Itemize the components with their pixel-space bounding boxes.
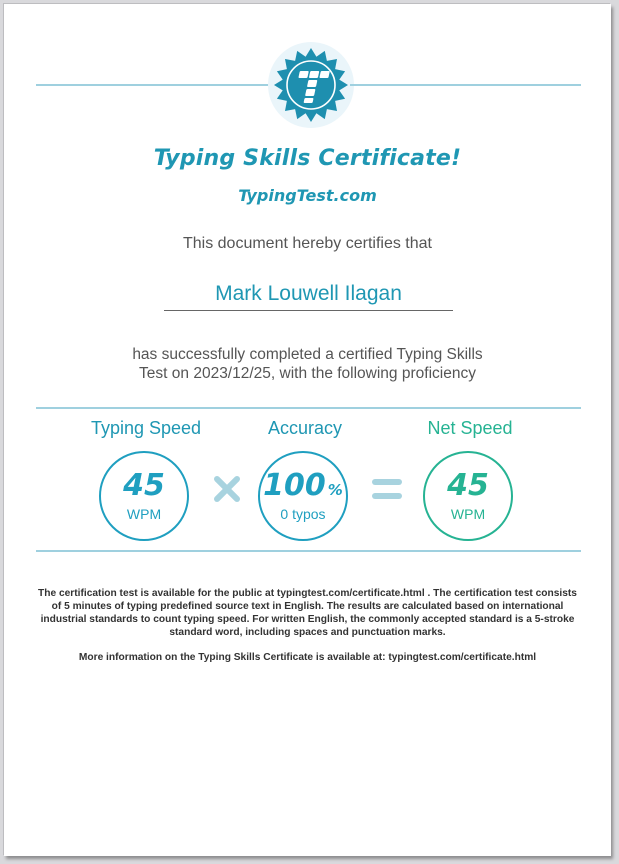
accuracy-circle	[258, 451, 348, 541]
typing-speed-value: 45	[123, 468, 165, 503]
net-speed-label: Net Speed	[427, 418, 513, 438]
typingtest-t-badge-icon	[268, 42, 354, 128]
completion-line-1: has successfully completed a certified Typing Skills	[132, 346, 483, 363]
accuracy-value: 100	[263, 468, 326, 503]
certificate-page	[4, 4, 611, 856]
net-speed-unit: WPM	[450, 506, 486, 522]
certificate-title: Typing Skills Certificate!	[153, 146, 462, 171]
typing-speed-circle	[99, 451, 189, 541]
logo-badge	[268, 42, 354, 128]
top-divider-right	[350, 84, 581, 86]
completion-line-2: Test on 2023/12/25, with the following proficiency	[139, 365, 476, 382]
certification-disclaimer: The certification test is available for the public at typingtest.com/certificate.html . The certification test consists of 5 minutes of typing predefined source text in English. The results are calculated based on international industrial standards to count typing speed. For written English, the commonly accepted standard is a 5-stroke standard word, including spaces and punctuation marks.	[38, 588, 577, 638]
net-speed-value: 45	[447, 468, 489, 503]
multiply-icon	[207, 469, 247, 509]
accuracy-value-row	[260, 469, 346, 507]
net-speed-circle	[423, 451, 513, 541]
site-name: TypingTest.com	[238, 186, 377, 205]
accuracy-typos: 0 typos	[280, 506, 326, 522]
completion-statement	[4, 345, 611, 383]
more-info-text: More information on the Typing Skills Certificate is available at: typingtest.com/certificate.html	[78, 652, 537, 663]
accuracy-label: Accuracy	[267, 418, 343, 438]
typing-speed-unit: WPM	[126, 506, 162, 522]
stats-top-divider	[36, 407, 581, 409]
stats-bottom-divider	[36, 550, 581, 552]
typing-speed-label: Typing Speed	[90, 418, 202, 438]
recipient-name: Mark Louwell Ilagan	[164, 282, 453, 311]
certifies-text: This document hereby certifies that	[182, 235, 432, 252]
equals-icon	[367, 469, 407, 509]
accuracy-percent-sign: %	[327, 481, 343, 499]
